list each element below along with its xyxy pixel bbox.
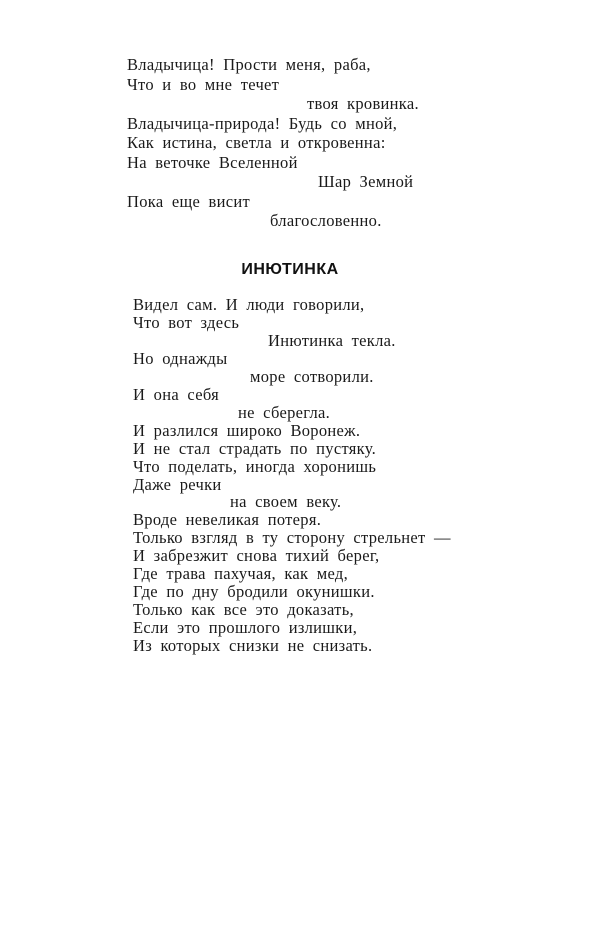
poem-title: ИНЮТИНКА	[241, 261, 339, 278]
poem-line: Что вот здесь	[133, 312, 240, 332]
poem-line: Даже речки	[133, 474, 222, 494]
poem-line: Что и во мне течет	[127, 74, 280, 94]
poem-line: Инютинка текла.	[268, 330, 396, 350]
poem-line: Как истина, светла и откровенна:	[127, 132, 386, 152]
poem-line: Где трава пахучая, как мед,	[133, 564, 349, 583]
poem-line: И не стал страдать по пустяку.	[133, 438, 377, 458]
poem-line: И она себя	[133, 384, 219, 404]
poem-line: Вроде невеликая потеря.	[133, 510, 322, 530]
poem-line: Где по дну бродили окунишки.	[133, 581, 375, 601]
poem-line: Пока еще висит	[127, 191, 251, 211]
poem-line: Владычица-природа! Будь со мной,	[127, 113, 398, 133]
poem-line: не сберегла.	[238, 402, 331, 422]
poem-line: благословенно.	[270, 210, 382, 230]
poem-line: твоя кровинка.	[307, 93, 419, 113]
poem-line: И разлился широко Воронеж.	[133, 420, 361, 440]
poem-line: Только взгляд в ту сторону стрельнет —	[133, 528, 451, 548]
poem-line: Только как все это доказать,	[133, 599, 354, 619]
poem-line: Что поделать, иногда хоронишь	[133, 456, 377, 476]
poem-line: Видел сам. И люди говорили,	[133, 294, 365, 314]
poem-line: На веточке Вселенной	[127, 152, 298, 172]
poem-line: Шар Земной	[318, 171, 414, 191]
poem-line: Владычица! Прости меня, раба,	[127, 54, 371, 74]
poem-line: И забрезжит снова тихий берег,	[133, 546, 380, 566]
poem-line: Но однажды	[133, 348, 228, 368]
poem-line: Из которых снизки не снизать.	[133, 635, 373, 655]
poem-line: на своем веку.	[230, 492, 342, 512]
poem-line: море сотворили.	[250, 366, 374, 386]
poem-line: Если это прошлого излишки,	[133, 617, 358, 637]
